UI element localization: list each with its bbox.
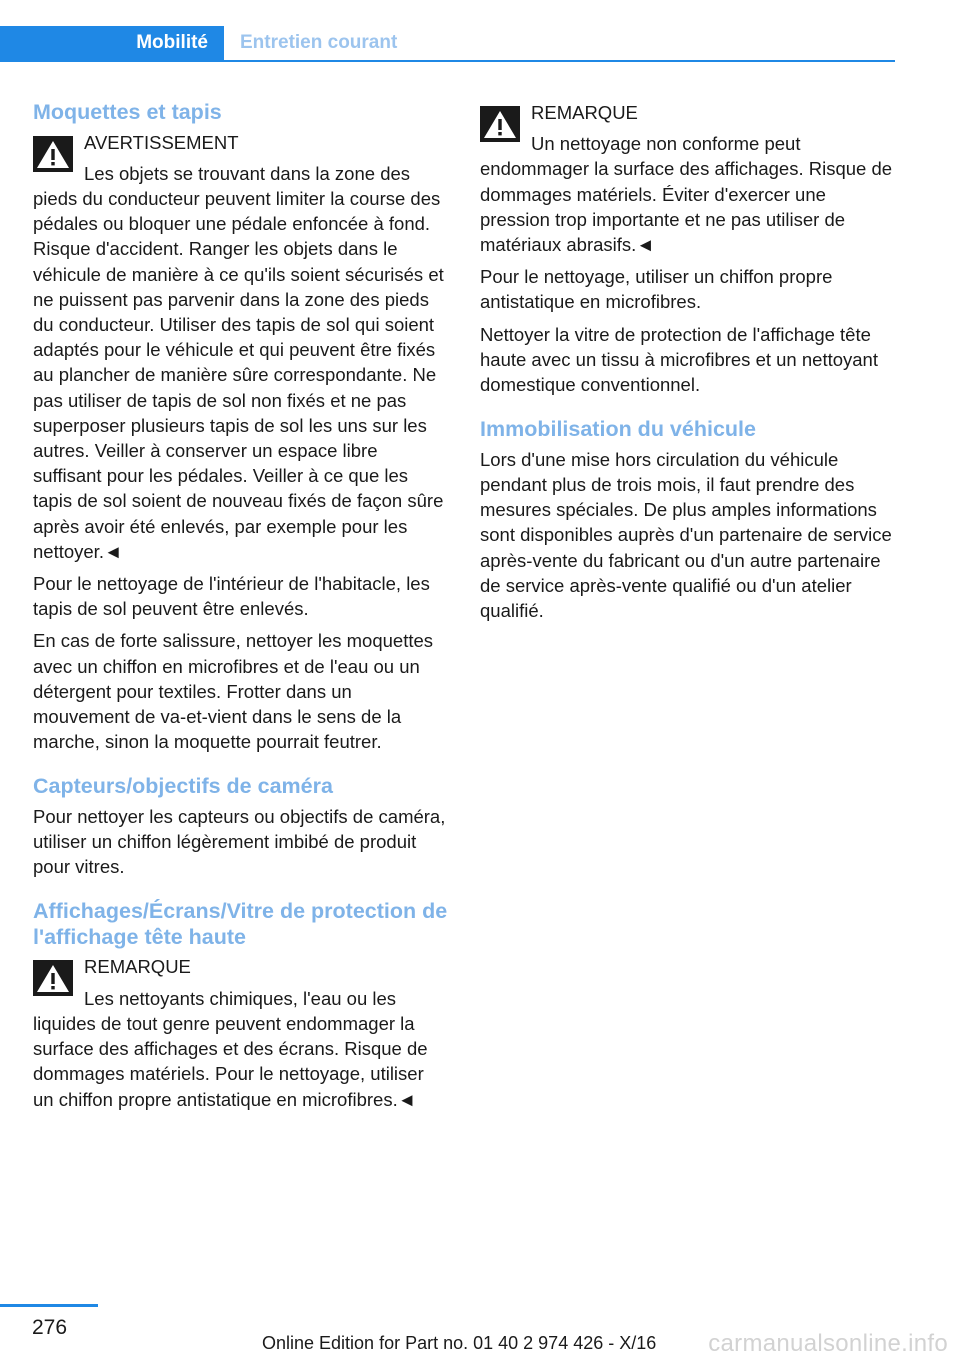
notice-title: AVERTISSEMENT xyxy=(84,131,239,153)
warning-notice xyxy=(33,130,448,564)
chapter-header xyxy=(0,26,895,62)
section-heading-immobilisation: Immobilisation du véhicule xyxy=(480,417,756,442)
tab-entretien-courant[interactable] xyxy=(224,26,895,62)
section-heading-capteurs: Capteurs/objectifs de caméra xyxy=(33,774,333,799)
footer-accent-line xyxy=(0,1304,98,1307)
caution-notice xyxy=(480,100,895,257)
tab-label: Mobilité xyxy=(136,32,208,53)
notice-title: REMARQUE xyxy=(531,102,638,123)
paragraph: Pour nettoyer les capteurs ou objectifs de caméra, utiliser un chiffon légèrement imbibé de produit pour vitres. xyxy=(33,805,446,878)
paragraph: Pour le nettoyage, utiliser un chiffon propre antistatique en microfibres. xyxy=(480,266,833,313)
paragraph: Nettoyer la vitre de protection de l'affichage tête haute avec un tissu à microfibres et un nettoyant domestique conventionnel. xyxy=(480,323,878,396)
left-column xyxy=(33,100,448,1119)
section-heading-moquettes: Moquettes et tapis xyxy=(33,100,222,124)
section-heading-affichages: Affichages/Écrans/Vitre de protection de l'affichage tête haute xyxy=(33,899,448,949)
notice-body: Les objets se trouvant dans la zone des pieds du conducteur peuvent limiter la course des pédales ou bloquer une pédale enfoncée à fond. Risque d'accident. Ranger les objets dans le véhicule de manière à ce qu'ils soient sécurisés et ne puissent pas parvenir dans la zone des pieds du conducteur. Utiliser des tapis de sol qui soient adaptés pour le véhicule et qui peuvent être fixés au plancher de manière sûre correspondante. Ne pas utiliser de tapis de sol non fixés et ne pas superposer plusieurs tapis de sol les uns sur les autres. Veiller à conserver un espace libre suffisant pour les pédales. Veiller à ce que les tapis de sol soient de nouveau fixés de façon sûre après avoir été enlevés, par exemple pour les nettoyer.◄ xyxy=(33,162,444,562)
tab-label: Entretien courant xyxy=(240,32,398,53)
tab-mobilite[interactable] xyxy=(0,26,224,62)
edition-info: Online Edition for Part no. 01 40 2 974 426 - X/16 xyxy=(262,1333,657,1353)
watermark: carmanualsonline.info xyxy=(708,1330,948,1357)
paragraph: En cas de forte salissure, nettoyer les moquettes avec un chiffon en microfibres et de l'eau ou un détergent pour textiles. Frotter dans un mouvement de va-et-vient dans le sens de la marche, sinon la moquette pourrait feutrer. xyxy=(33,630,434,753)
paragraph: Lors d'une mise hors circulation du véhicule pendant plus de trois mois, il faut prendre des mesures spéciales. De plus amples informations sont disponibles auprès d'un partenaire de service après-vente du fabricant ou d'un autre partenaire de service après-vente qualifié ou d'un atelier qualifié. xyxy=(480,448,892,621)
caution-notice xyxy=(33,954,448,1111)
warning-triangle-icon xyxy=(33,136,73,172)
warning-triangle-icon xyxy=(33,960,73,996)
notice-title: REMARQUE xyxy=(84,956,191,978)
warning-triangle-icon xyxy=(480,106,520,142)
notice-body: Les nettoyants chimiques, l'eau ou les liquides de tout genre peuvent endommager la surface des affichages et des écrans. Risque de dommages matériels. Pour le nettoyage, utiliser un chiffon propre antistatique en microfibres.◄ xyxy=(33,987,428,1110)
page-number: 276 xyxy=(32,1316,68,1339)
paragraph: Pour le nettoyage de l'intérieur de l'habitacle, les tapis de sol peuvent être enlevés. xyxy=(33,572,430,620)
right-column xyxy=(480,100,895,630)
notice-body: Un nettoyage non conforme peut endommager la surface des affichages. Risque de dommages matériels. Éviter d'exercer une pression trop importante et ne pas utiliser de matériaux abrasifs.◄ xyxy=(480,133,893,256)
